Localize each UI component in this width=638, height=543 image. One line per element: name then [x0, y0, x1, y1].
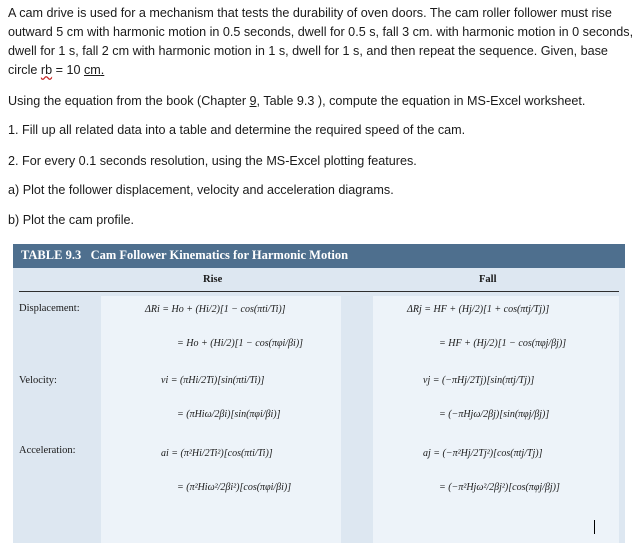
table-title [21, 248, 348, 263]
col-header-rise: Rise [203, 274, 223, 285]
header-rule [19, 291, 619, 292]
eq-vel-fall-time: vj = (−πHj/2Tj)[sin(πtj/Tj)] [423, 375, 535, 386]
eq-disp-fall-time: ΔRj = HF + (Hj/2)[1 + cos(πtj/Tj)] [407, 304, 550, 315]
eq-disp-rise-time: ΔRi = Ho + (Hi/2)[1 − cos(πti/Ti)] [145, 304, 286, 315]
task-2b: b) Plot the cam profile. [8, 213, 134, 227]
row-label-displacement: Displacement: [19, 303, 80, 314]
text-cursor [594, 520, 595, 534]
eq-vel-fall-angle: = (−πHjω/2βj)[sin(πφj/βj)] [439, 409, 550, 420]
table-label: TABLE 9.3 [21, 248, 82, 262]
eq-acc-rise-angle: = (π²Hiω²/2βi²)[cos(πφi/βi)] [177, 482, 292, 493]
task-2: 2. For every 0.1 seconds resolution, using the MS-Excel plotting features. [8, 154, 417, 168]
eq-vel-rise-angle: = (πHiω/2βi)[sin(πφi/βi)] [177, 409, 281, 420]
eq-vel-rise-time: vi = (πHi/2Ti)[sin(πti/Ti)] [161, 375, 265, 386]
eq-acc-rise-time: ai = (π²Hi/2Ti²)[cos(πti/Ti)] [161, 448, 273, 459]
eq-disp-rise-angle: = Ho + (Hi/2)[1 − cos(πφi/βi)] [177, 338, 304, 349]
eq-acc-fall-time: aj = (−π²Hj/2Tj²)[cos(πtj/Tj)] [423, 448, 543, 459]
row-label-velocity: Velocity: [19, 375, 57, 386]
row-label-acceleration: Acceleration: [19, 445, 76, 456]
table-header [13, 244, 625, 268]
eq-disp-fall-angle: = HF + (Hj/2)[1 − cos(πφj/βj)] [439, 338, 567, 349]
eq-acc-fall-angle: = (−π²Hjω²/2βj²)[cos(πφj/βj)] [439, 482, 560, 493]
task-2a: a) Plot the follower displacement, velocity and acceleration diagrams. [8, 183, 394, 197]
unit-cm: cm [83, 63, 101, 77]
chapter-instruction: Using the equation from the book (Chapter 9, Table 9.3 ), compute the equation in MS-Excel worksheet. [8, 94, 586, 108]
table-9-3 [13, 244, 625, 543]
rb-symbol: rb [40, 63, 53, 77]
problem-intro: A cam drive is used for a mechanism that tests the durability of oven doors. The cam roller follower must rise outward 5 cm with harmonic motion in 0.5 seconds, dwell for 0.5 s, fall 3 cm. with harmonic motion in 0 seconds, dwell for 1 s, fall 2 cm with harmonic motion in 1 s, dwell for 1 s, and then repeat the sequence. Given, base circle rb = 10 cm. [8, 6, 634, 77]
task-1: 1. Fill up all related data into a table and determine the required speed of the cam. [8, 123, 466, 137]
col-header-fall: Fall [479, 274, 497, 285]
table-body [13, 268, 625, 543]
table-caption: Cam Follower Kinematics for Harmonic Motion [90, 248, 349, 262]
chapter-number: 9 [249, 94, 257, 108]
